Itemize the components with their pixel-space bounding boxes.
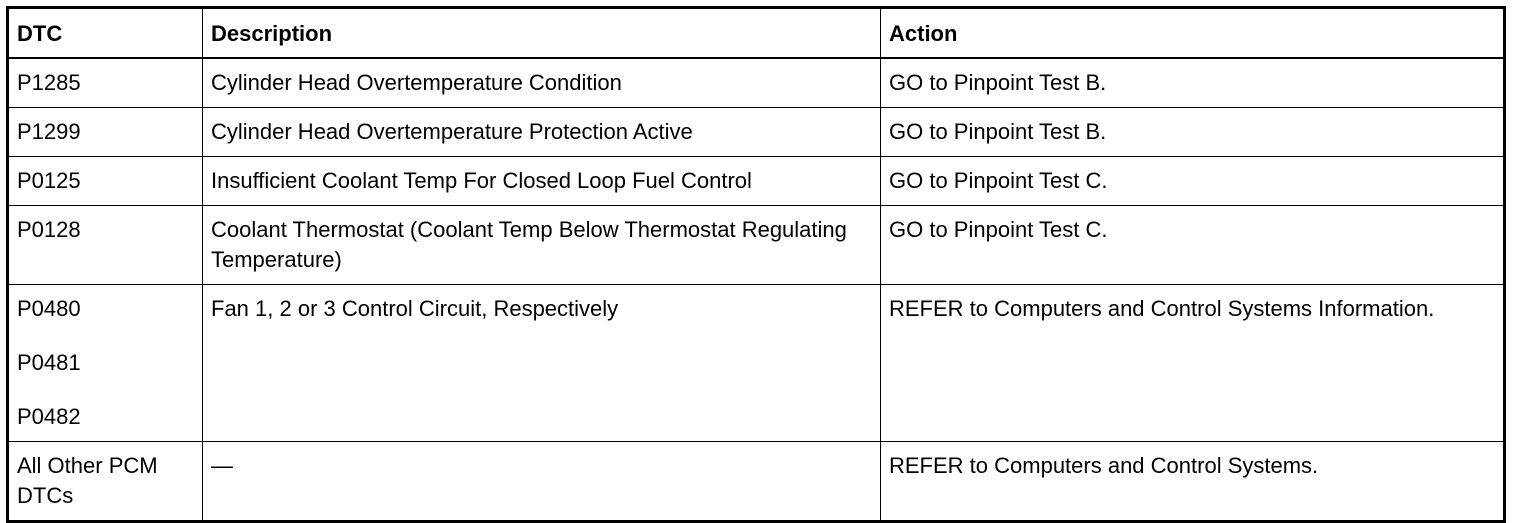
action-cell: GO to Pinpoint Test C. bbox=[881, 157, 1505, 206]
dtc-cell bbox=[8, 157, 203, 206]
description-cell: Insufficient Coolant Temp For Closed Loop Fuel Control bbox=[203, 157, 881, 206]
description-cell: Cylinder Head Overtemperature Condition bbox=[203, 58, 881, 108]
action-cell: GO to Pinpoint Test B. bbox=[881, 108, 1505, 157]
dtc-cell bbox=[8, 442, 203, 522]
header-action: Action bbox=[881, 8, 1505, 59]
action-cell: GO to Pinpoint Test C. bbox=[881, 206, 1505, 285]
dtc-code: P0481 bbox=[17, 350, 81, 375]
table-header-row bbox=[8, 8, 1505, 59]
table-row bbox=[8, 206, 1505, 285]
dtc-code: P0125 bbox=[17, 168, 81, 193]
dtc-code: All Other PCM DTCs bbox=[17, 453, 158, 508]
dtc-cell bbox=[8, 285, 203, 442]
dtc-code: P1299 bbox=[17, 119, 81, 144]
description-cell: Cylinder Head Overtemperature Protection Active bbox=[203, 108, 881, 157]
dtc-code: P0482 bbox=[17, 404, 81, 429]
description-cell: — bbox=[203, 442, 881, 522]
table-row bbox=[8, 285, 1505, 442]
description-cell: Coolant Thermostat (Coolant Temp Below Thermostat Regulating Temperature) bbox=[203, 206, 881, 285]
table-row bbox=[8, 58, 1505, 108]
dtc-cell bbox=[8, 58, 203, 108]
dtc-code: P1285 bbox=[17, 70, 81, 95]
dtc-code: P0128 bbox=[17, 217, 81, 242]
table-row bbox=[8, 442, 1505, 522]
dtc-code: P0480 bbox=[17, 296, 81, 321]
header-dtc: DTC bbox=[8, 8, 203, 59]
dtc-cell bbox=[8, 108, 203, 157]
description-cell: Fan 1, 2 or 3 Control Circuit, Respectively bbox=[203, 285, 881, 442]
table-row bbox=[8, 157, 1505, 206]
header-description: Description bbox=[203, 8, 881, 59]
table-row bbox=[8, 108, 1505, 157]
action-cell: REFER to Computers and Control Systems Information. bbox=[881, 285, 1505, 442]
dtc-table bbox=[6, 6, 1506, 523]
action-cell: REFER to Computers and Control Systems. bbox=[881, 442, 1505, 522]
dtc-cell bbox=[8, 206, 203, 285]
action-cell: GO to Pinpoint Test B. bbox=[881, 58, 1505, 108]
